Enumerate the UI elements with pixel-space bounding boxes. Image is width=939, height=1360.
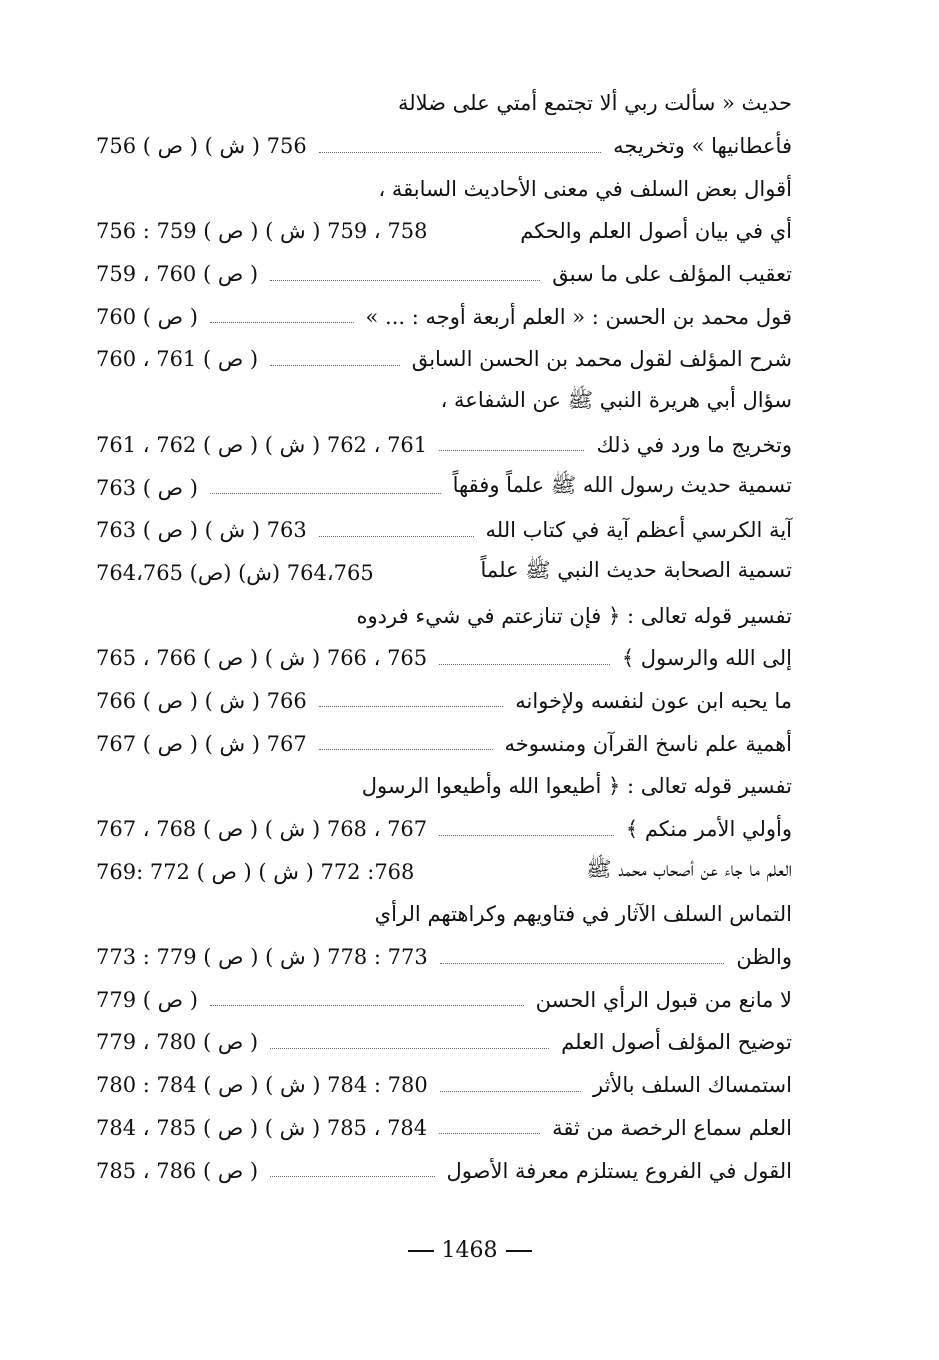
- page-footer: [0, 1238, 939, 1263]
- dotted-leader: [319, 152, 601, 153]
- index-entry: [96, 1107, 792, 1150]
- index-entry: [96, 295, 792, 338]
- index-entry: [96, 1064, 792, 1107]
- entry-pages: 764،765 (ص) 764،765 (ش): [96, 560, 374, 585]
- index-entry: [96, 125, 792, 168]
- index-entry: [96, 210, 792, 253]
- dotted-leader: [210, 1005, 524, 1006]
- index-entry: [96, 338, 792, 381]
- index-entry: [96, 82, 792, 125]
- index-entry: [96, 1149, 792, 1192]
- entry-pages: 765 ، 766 ( ص ) 765 ، 766 ( ش ): [96, 646, 428, 671]
- entry-title: لا مانع من قبول الرأي الحسن: [535, 987, 792, 1012]
- entry-pages: 767 ، 768 ( ص ) 767 ، 768 ( ش ): [96, 817, 428, 842]
- entry-pages: 785 ، 786 ( ص ): [96, 1158, 259, 1183]
- entry-title: سؤال أبي هريرة النبي ﷺ عن الشفاعة ،: [440, 387, 792, 412]
- index-entry: [96, 936, 792, 979]
- entry-title: العلم سماع الرخصة من ثقة: [552, 1115, 792, 1140]
- dotted-leader: [270, 365, 400, 366]
- entry-pages: 780 : 784 ( ص ) 780 : 784 ( ش ): [96, 1073, 428, 1098]
- dotted-leader: [270, 1176, 434, 1177]
- dotted-leader: [439, 450, 584, 451]
- entry-title: وأولي الأمر منكم ﴾: [625, 817, 792, 842]
- index-entry: [96, 765, 792, 808]
- entry-title: أهمية علم ناسخ القرآن ومنسوخه: [504, 731, 792, 756]
- index-list: [96, 82, 792, 1192]
- dotted-leader: [439, 835, 614, 836]
- entry-title: فأعطانيها » وتخريجه: [613, 134, 792, 159]
- index-entry: [96, 552, 792, 595]
- dotted-leader: [386, 578, 469, 579]
- index-entry: [96, 850, 792, 893]
- footer-dash-left: [506, 1250, 532, 1252]
- entry-title: تفسير قوله تعالى : ﴿ فإن تنازعتم في شيء فردوه: [356, 603, 792, 628]
- dotted-leader: [270, 1048, 549, 1049]
- entry-pages: 779 ( ص ): [96, 987, 198, 1012]
- index-entry: [96, 893, 792, 936]
- entry-pages: 766 ( ص ) 766 ( ش ): [96, 688, 307, 713]
- entry-pages: 779 ، 780 ( ص ): [96, 1030, 259, 1055]
- entry-title: العلم ما جاء عن أصحاب محمد ﷺ: [586, 857, 792, 882]
- entry-pages: 761 ، 762 ( ص ) 761 ، 762 ( ش ): [96, 432, 428, 457]
- entry-title: التماس السلف الآثار في فتاويهم وكراهتهم الرأي: [374, 902, 792, 927]
- entry-title: تعقيب المؤلف على ما سبق: [552, 262, 792, 287]
- dotted-leader: [319, 536, 474, 537]
- entry-pages: 767 ( ص ) 767 ( ش ): [96, 731, 307, 756]
- dotted-leader: [210, 493, 441, 494]
- index-entry: [96, 253, 792, 296]
- dotted-leader: [319, 749, 493, 750]
- entry-title: تفسير قوله تعالى : ﴿ أطيعوا الله وأطيعوا الرسول: [361, 774, 792, 799]
- entry-title: إلى الله والرسول ﴾: [621, 646, 792, 671]
- entry-pages: 760 ( ص ): [96, 304, 198, 329]
- index-entry: [96, 381, 792, 424]
- entry-pages: 756 : 759 ( ص ) 758 ، 759 ( ش ): [96, 219, 428, 244]
- entry-title: والظن: [736, 945, 792, 970]
- dotted-leader: [439, 1133, 540, 1134]
- index-entry: [96, 1021, 792, 1064]
- entry-title: أقوال بعض السلف في معنى الأحاديث السابقة ،: [378, 176, 792, 201]
- entry-pages: 759 ، 760 ( ص ): [96, 262, 259, 287]
- index-entry: [96, 167, 792, 210]
- entry-pages: 760 ، 761 ( ص ): [96, 347, 259, 372]
- entry-title: شرح المؤلف لقول محمد بن الحسن السابق: [411, 347, 792, 372]
- index-entry: [96, 509, 792, 552]
- dotted-leader: [440, 963, 725, 964]
- entry-title: قول محمد بن الحسن : « العلم أربعة أوجه : ... »: [365, 304, 792, 329]
- dotted-leader: [439, 664, 610, 665]
- dotted-leader: [210, 322, 354, 323]
- entry-title: توضيح المؤلف أصول العلم: [561, 1030, 792, 1055]
- footer-dash-right: [408, 1250, 434, 1252]
- entry-title: تسمية حديث رسول الله ﷺ علماً وفقهاً: [452, 473, 792, 498]
- index-entry: [96, 594, 792, 637]
- entry-pages: 773 : 779 ( ص ) 773 : 778 ( ش ): [96, 945, 428, 970]
- index-entry: [96, 680, 792, 723]
- entry-title: ما يحبه ابن عون لنفسه ولإخوانه: [515, 688, 792, 713]
- entry-pages: 769: 772 ( ص ) 768: 772 ( ش ): [96, 859, 415, 884]
- entry-pages: 784 ، 785 ( ص ) 784 ، 785 ( ش ): [96, 1115, 428, 1140]
- entry-pages: 763 ( ص ) 763 ( ش ): [96, 518, 307, 543]
- entry-title: تسمية الصحابة حديث النبي ﷺ علماً: [480, 558, 792, 583]
- index-entry: [96, 466, 792, 509]
- page-number: 1468: [441, 1238, 498, 1263]
- entry-pages: 763 ( ص ): [96, 475, 198, 500]
- dotted-leader: [270, 280, 540, 281]
- entry-title: حديث « سألت ربي ألا تجتمع أمتي على ضلالة: [397, 91, 792, 116]
- index-entry: [96, 637, 792, 680]
- index-entry: [96, 808, 792, 851]
- entry-pages: 756 ( ص ) 756 ( ش ): [96, 134, 307, 159]
- dotted-leader: [440, 1091, 581, 1092]
- entry-title: استمساك السلف بالأثر: [592, 1073, 792, 1098]
- dotted-leader: [426, 877, 574, 878]
- index-entry: [96, 978, 792, 1021]
- entry-title: أي في بيان أصول العلم والحكم: [520, 219, 792, 244]
- dotted-leader: [439, 237, 508, 238]
- index-entry: [96, 424, 792, 467]
- entry-title: وتخريج ما ورد في ذلك: [596, 432, 792, 457]
- entry-title: القول في الفروع يستلزم معرفة الأصول: [446, 1158, 792, 1183]
- index-entry: [96, 722, 792, 765]
- entry-title: آية الكرسي أعظم آية في كتاب الله: [485, 518, 792, 543]
- dotted-leader: [319, 706, 504, 707]
